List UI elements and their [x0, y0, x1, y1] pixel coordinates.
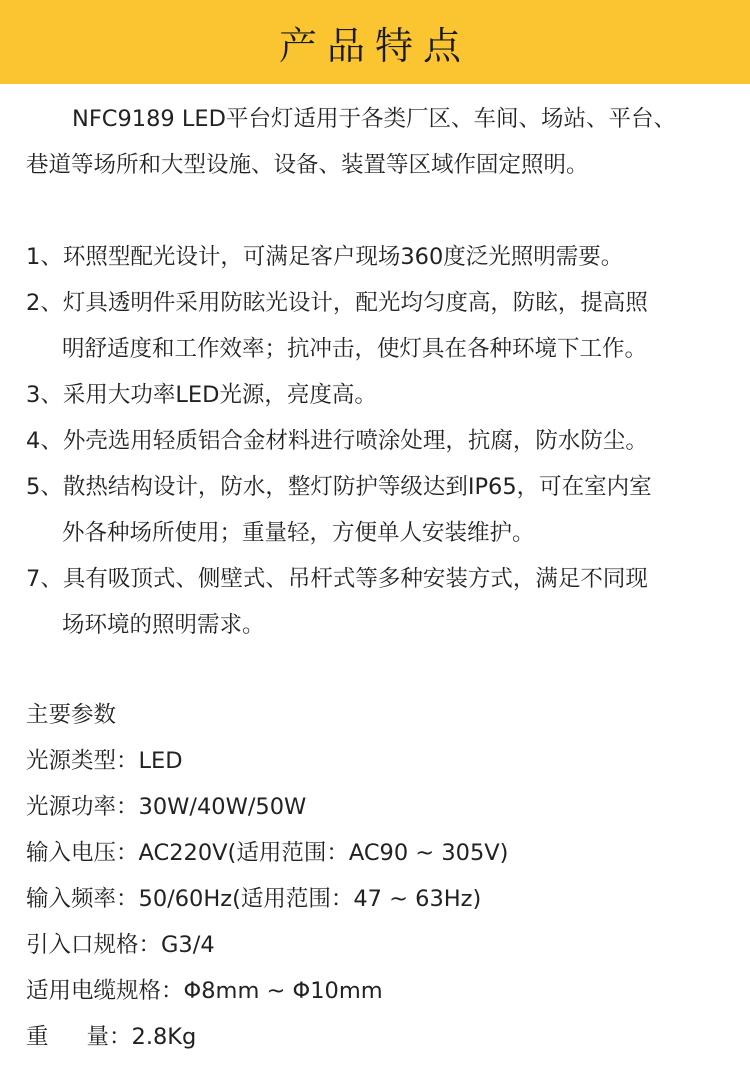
- feature-1: 1、环照型配光设计，可满足客户现场360度泛光照明需要。: [26, 244, 624, 270]
- param-weight: [26, 1022, 196, 1052]
- feature-2-line-2: 明舒适度和工作效率；抗冲击，使灯具在各种环境下工作。: [62, 336, 648, 362]
- param-input-frequency: 输入频率：50/60Hz(适用范围：47 ~ 63Hz): [26, 886, 482, 912]
- feature-3: 3、采用大功率LED光源，亮度高。: [26, 382, 377, 408]
- feature-5-line-1: 5、散热结构设计，防水，整灯防护等级达到IP65，可在室内室: [26, 474, 652, 500]
- params-heading: 主要参数: [26, 702, 117, 728]
- section-title: 产品特点: [278, 23, 471, 68]
- param-input-voltage: 输入电压：AC220V(适用范围：AC90 ~ 305V): [26, 840, 509, 866]
- feature-7-line-2: 场环境的照明需求。: [62, 612, 265, 638]
- feature-2-line-1: 2、灯具透明件采用防眩光设计，配光均匀度高，防眩，提高照: [26, 290, 648, 316]
- param-inlet-spec: 引入口规格：G3/4: [26, 932, 215, 958]
- param-weight-label-2: 量：2.8Kg: [86, 1024, 197, 1050]
- intro-line-2: 巷道等场所和大型设施、设备、装置等区域作固定照明。: [26, 152, 589, 178]
- feature-7-line-1: 7、具有吸顶式、侧壁式、吊杆式等多种安装方式，满足不同现: [26, 566, 648, 592]
- param-light-source-power: 光源功率：30W/40W/50W: [26, 794, 307, 820]
- feature-5-line-2: 外各种场所使用；重量轻，方便单人安装维护。: [62, 520, 535, 546]
- param-cable-spec: 适用电缆规格：Φ8mm ~ Φ10mm: [26, 978, 383, 1004]
- section-header: [0, 0, 750, 84]
- param-light-source-type: 光源类型：LED: [26, 748, 183, 774]
- feature-4: 4、外壳选用轻质铝合金材料进行喷涂处理，抗腐，防水防尘。: [26, 428, 648, 454]
- param-weight-label-1: 重: [26, 1024, 49, 1050]
- intro-line-1: NFC9189 LED平台灯适用于各类厂区、车间、场站、平台、: [72, 106, 676, 132]
